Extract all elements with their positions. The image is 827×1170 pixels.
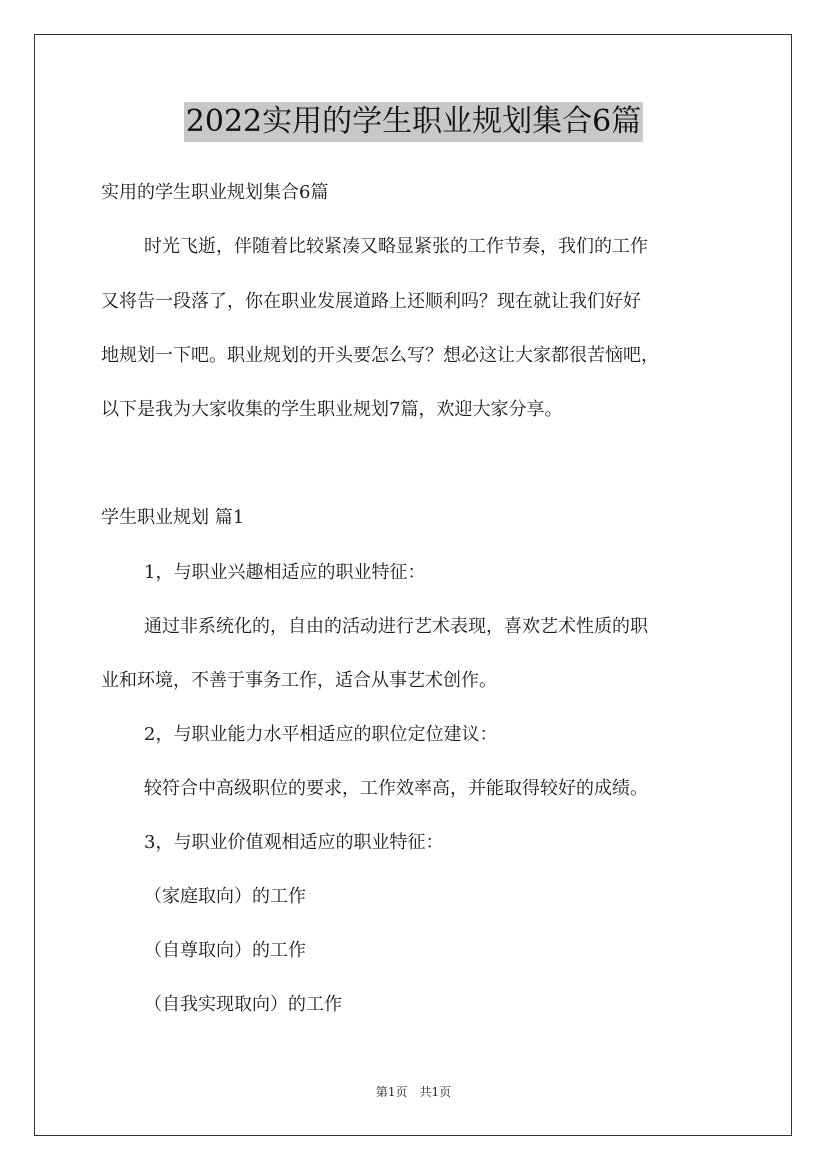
intro-line: 地规划一下吧。职业规划的开头要怎么写？想必这让大家都很苦恼吧， [101,345,659,366]
section-line: （自尊取向）的工作 [144,940,306,961]
document-title: 2022实用的学生职业规划集合6篇 [184,102,643,142]
section-line: 1，与职业兴趣相适应的职业特征： [144,562,426,583]
page-footer: 第1页 共1页 [375,1085,452,1099]
intro-line: 时光飞逝，伴随着比较紧凑又略显紧张的工作节奏，我们的工作 [144,236,648,257]
document-subtitle: 实用的学生职业规划集合6篇 [101,182,329,203]
section-line: 2，与职业能力水平相适应的职位定位建议： [144,724,498,745]
section-line: （家庭取向）的工作 [144,886,306,907]
section-line: 业和环境，不善于事务工作，适合从事艺术创作。 [101,670,497,691]
section-line: 通过非系统化的，自由的活动进行艺术表现，喜欢艺术性质的职 [144,616,648,637]
intro-line: 以下是我为大家收集的学生职业规划7篇，欢迎大家分享。 [101,399,563,420]
title-container [0,102,827,142]
section-line: 较符合中高级职位的要求，工作效率高，并能取得较好的成绩。 [144,778,648,799]
section-line: 3，与职业价值观相适应的职业特征： [144,832,444,853]
section-line: （自我实现取向）的工作 [144,994,342,1015]
section-heading: 学生职业规划 篇1 [101,507,245,528]
intro-line: 又将告一段落了，你在职业发展道路上还顺利吗？现在就让我们好好 [101,291,641,312]
